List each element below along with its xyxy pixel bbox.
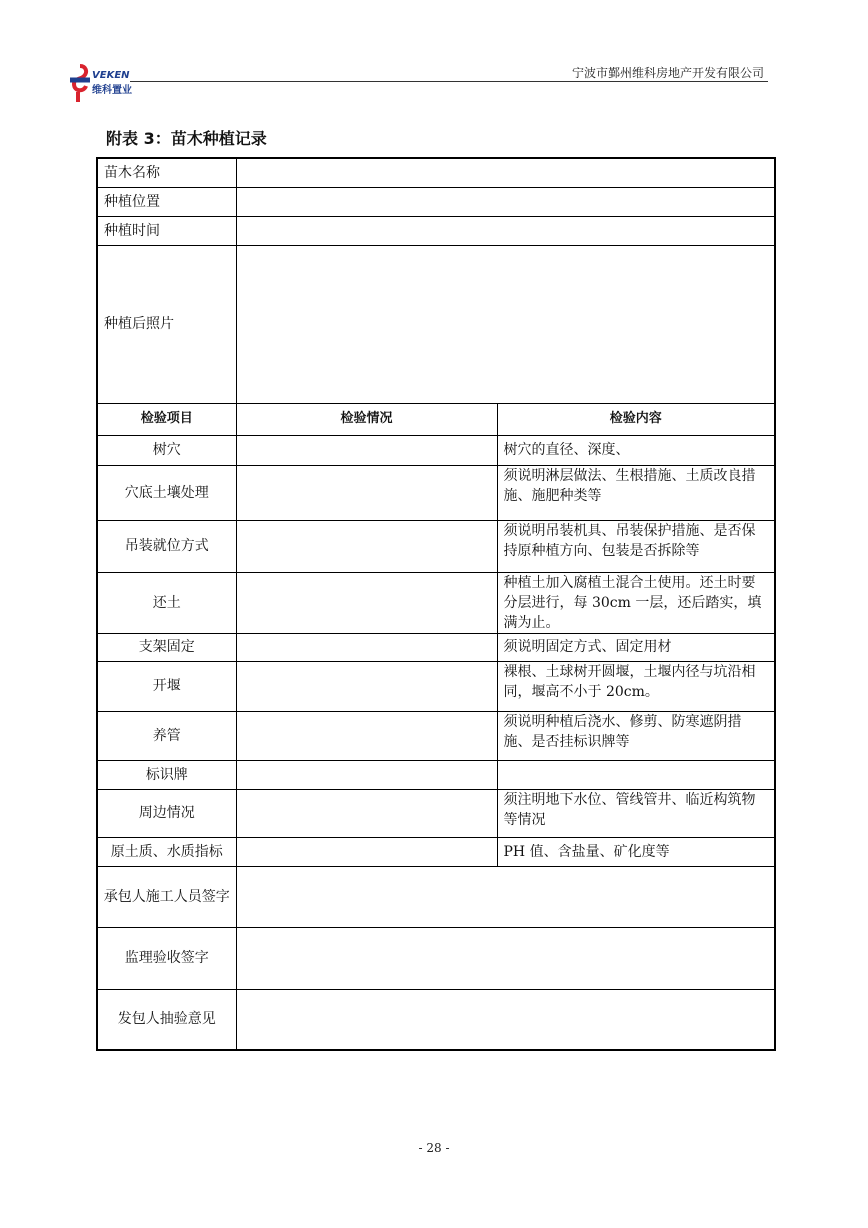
signature-row	[97, 927, 775, 989]
field-row-seedling-name	[97, 158, 775, 187]
column-header-content: 检验内容	[497, 403, 775, 435]
inspection-status[interactable]	[236, 520, 497, 572]
signature-row	[97, 989, 775, 1050]
page-number: - 28 -	[418, 1141, 450, 1155]
inspection-content: 须说明淋层做法、生根措施、土质改良措施、施肥种类等	[497, 465, 775, 520]
header-company-name: 宁波市鄞州维科房地产开发有限公司	[571, 66, 764, 80]
inspection-status[interactable]	[236, 435, 497, 465]
inspection-status[interactable]	[236, 465, 497, 520]
signature-label: 监理验收签字	[97, 927, 236, 989]
inspection-item: 原土质、水质指标	[97, 837, 236, 866]
inspection-content: 裸根、土球树开圆堰，土堰内径与坑沿相同，堰高不小于 20cm。	[497, 661, 775, 711]
signature-value[interactable]	[236, 989, 775, 1050]
inspection-item: 树穴	[97, 435, 236, 465]
inspection-status[interactable]	[236, 760, 497, 789]
inspection-header-row	[97, 403, 775, 435]
field-row-planting-location	[97, 187, 775, 216]
table-row	[97, 633, 775, 661]
inspection-item: 吊装就位方式	[97, 520, 236, 572]
inspection-status[interactable]	[236, 837, 497, 866]
field-label: 种植位置	[97, 187, 236, 216]
document-title: 附表 3：苗木种植记录	[106, 129, 267, 148]
inspection-content: 树穴的直径、深度、	[497, 435, 775, 465]
inspection-status[interactable]	[236, 661, 497, 711]
inspection-content	[497, 760, 775, 789]
inspection-status[interactable]	[236, 633, 497, 661]
logo-text-cn: 维科置业	[92, 85, 132, 96]
inspection-item: 穴底土壤处理	[97, 465, 236, 520]
field-label: 种植后照片	[97, 245, 236, 403]
header-divider	[130, 81, 768, 82]
signature-row	[97, 866, 775, 927]
inspection-status[interactable]	[236, 789, 497, 837]
field-value-seedling-name[interactable]	[236, 158, 775, 187]
field-row-photo	[97, 245, 775, 403]
table-row	[97, 711, 775, 760]
inspection-status[interactable]	[236, 572, 497, 633]
table-row	[97, 465, 775, 520]
field-value-planting-time[interactable]	[236, 216, 775, 245]
signature-value[interactable]	[236, 927, 775, 989]
planting-record-table	[96, 157, 776, 1051]
inspection-content: 须说明种植后浇水、修剪、防寒遮阴措施、是否挂标识牌等	[497, 711, 775, 760]
logo-mark-icon	[70, 66, 90, 102]
signature-label: 承包人施工人员签字	[97, 866, 236, 927]
inspection-item: 开堰	[97, 661, 236, 711]
inspection-content: PH 值、含盐量、矿化度等	[497, 837, 775, 866]
inspection-item: 还土	[97, 572, 236, 633]
table-row	[97, 435, 775, 465]
inspection-content: 须注明地下水位、管线管井、临近构筑物等情况	[497, 789, 775, 837]
field-value-planting-location[interactable]	[236, 187, 775, 216]
table-row	[97, 572, 775, 633]
table-row	[97, 837, 775, 866]
inspection-item: 支架固定	[97, 633, 236, 661]
signature-label: 发包人抽验意见	[97, 989, 236, 1050]
inspection-item: 养管	[97, 711, 236, 760]
field-row-planting-time	[97, 216, 775, 245]
table-row	[97, 789, 775, 837]
company-logo	[66, 62, 136, 106]
field-label: 种植时间	[97, 216, 236, 245]
table-row	[97, 661, 775, 711]
inspection-content: 种植土加入腐植土混合土使用。还土时要分层进行，每 30cm 一层，还后踏实，填满为止。	[497, 572, 775, 633]
column-header-status: 检验情况	[236, 403, 497, 435]
field-value-photo[interactable]	[236, 245, 775, 403]
inspection-item: 周边情况	[97, 789, 236, 837]
inspection-content: 须说明吊装机具、吊装保护措施、是否保持原种植方向、包装是否拆除等	[497, 520, 775, 572]
field-label: 苗木名称	[97, 158, 236, 187]
table-row	[97, 760, 775, 789]
logo-text-en: VEKEN	[92, 70, 130, 81]
table-row	[97, 520, 775, 572]
inspection-status[interactable]	[236, 711, 497, 760]
column-header-item: 检验项目	[97, 403, 236, 435]
signature-value[interactable]	[236, 866, 775, 927]
inspection-item: 标识牌	[97, 760, 236, 789]
inspection-content: 须说明固定方式、固定用材	[497, 633, 775, 661]
